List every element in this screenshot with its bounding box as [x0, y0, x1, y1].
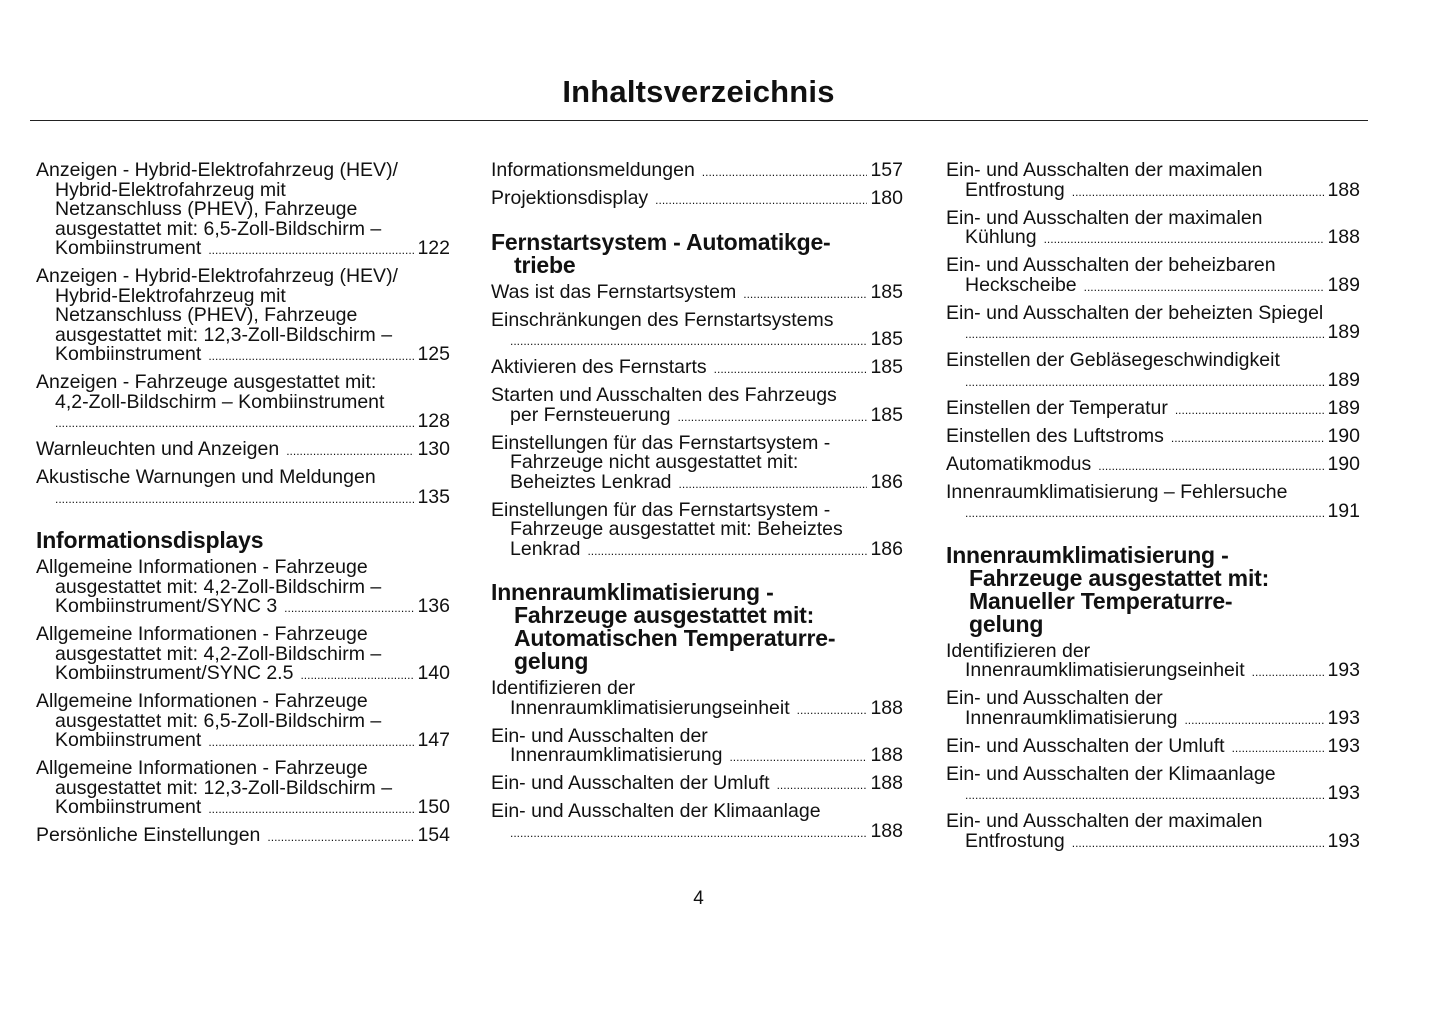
dot-leader: [702, 163, 868, 183]
section-heading-line: Fernstartsystem - Automatikge-: [491, 228, 831, 255]
toc-entry-text: Netzanschluss (PHEV), Fahrzeuge: [55, 304, 358, 326]
toc-entry-text: Ein- und Ausschalten der Umluft: [946, 734, 1225, 757]
title-divider: [30, 120, 1368, 121]
toc-entry-text: Ein- und Ausschalten der beheizten Spiegel: [946, 301, 1324, 324]
dot-leader: [510, 332, 867, 352]
toc-entry-text: Heckscheibe: [965, 273, 1077, 296]
toc-entry-leader-line: [946, 323, 1360, 345]
toc-entry-text: 4,2-Zoll-Bildschirm – Kombiinstrument: [55, 390, 385, 413]
toc-entry-leader-line: [491, 774, 903, 796]
toc-entry[interactable]: [946, 256, 1360, 297]
section-heading: [36, 529, 450, 552]
toc-page-number[interactable]: 130: [417, 438, 450, 460]
section-heading: [491, 228, 903, 278]
toc-page-number[interactable]: 193: [1327, 706, 1360, 729]
dot-leader: [208, 733, 414, 753]
dot-leader: [267, 828, 414, 848]
toc-page-number[interactable]: 125: [417, 343, 450, 365]
toc-entry[interactable]: [491, 724, 903, 768]
toc-entry-text: Einstellungen für das Fernstartsystem -: [491, 498, 831, 521]
toc-page-number[interactable]: 189: [1327, 396, 1360, 419]
section-heading-line: gelung: [514, 648, 589, 674]
toc-entry-text: Kombiinstrument: [55, 729, 202, 751]
toc-entry-text: ausgestattet mit: 4,2-Zoll-Bildschirm –: [55, 575, 382, 598]
toc-entry-leader-line: [36, 597, 450, 619]
toc-entry-leader-line: [36, 440, 450, 462]
toc-entry-text: Aktivieren des Fernstarts: [491, 356, 707, 378]
toc-entry-text: Fahrzeuge ausgestattet mit: Beheiztes: [510, 518, 843, 540]
toc-entry-text: Ein- und Ausschalten der maximalen: [946, 206, 1263, 229]
toc-page-number[interactable]: 188: [870, 744, 903, 766]
dot-leader: [1171, 429, 1325, 449]
toc-entry-text: Kühlung: [965, 226, 1037, 248]
toc-entry-text: Identifizieren der: [491, 677, 636, 699]
toc-entry-leader-line: [491, 330, 903, 352]
toc-entry-text: Automatikmodus: [946, 452, 1092, 475]
dot-leader: [208, 800, 414, 820]
toc-page-number[interactable]: 122: [417, 237, 450, 259]
section-heading-line: Innenraumklimatisierung -: [491, 579, 774, 605]
toc-entry-text: Einschränkungen des Fernstartsystems: [491, 308, 834, 331]
toc-entry-text: Persönliche Einstellungen: [36, 824, 261, 846]
dot-leader: [55, 414, 414, 434]
dot-leader: [965, 786, 1324, 806]
toc-entry-leader-line: [946, 396, 1360, 421]
toc-entry-leader-line: [36, 485, 450, 510]
toc-page-number[interactable]: 188: [870, 772, 903, 794]
toc-entry-text: Fahrzeuge nicht ausgestattet mit:: [510, 451, 799, 473]
toc-page-number[interactable]: 190: [1327, 452, 1360, 475]
toc-page-number[interactable]: 188: [1327, 178, 1360, 201]
toc-entry[interactable]: [491, 774, 903, 796]
toc-entry-text: Anzeigen - Hybrid-Elektrofahrzeug (HEV)/: [36, 159, 398, 181]
dot-leader: [286, 442, 414, 462]
dot-leader: [1084, 278, 1325, 298]
toc-page-number[interactable]: 135: [417, 485, 450, 508]
toc-entry[interactable]: [946, 689, 1360, 730]
dot-leader: [1252, 663, 1325, 683]
toc-entry-text: Einstellen des Luftstroms: [946, 424, 1164, 447]
dot-leader: [510, 824, 867, 844]
toc-entry-text: Entfrostung: [965, 178, 1065, 201]
toc-entry-leader-line: [36, 731, 450, 753]
dot-leader: [208, 347, 414, 367]
toc-entry-text: Allgemeine Informationen - Fahrzeuge: [36, 757, 368, 779]
toc-page-number[interactable]: 185: [870, 280, 903, 303]
toc-entry[interactable]: [491, 802, 903, 843]
toc-entry-text: Projektionsdisplay: [491, 187, 649, 209]
toc-entry[interactable]: [946, 639, 1360, 683]
toc-entry-leader-line: [491, 189, 903, 211]
toc-entry-text: Warnleuchten und Anzeigen: [36, 438, 280, 460]
toc-page-number[interactable]: 157: [870, 159, 903, 181]
toc-entry-leader-line: [946, 178, 1360, 203]
toc-entry-text: Ein- und Ausschalten der Umluft: [491, 772, 770, 794]
toc-entry-text: Allgemeine Informationen - Fahrzeuge: [36, 623, 368, 645]
toc-entry-leader-line: [36, 239, 450, 261]
toc-entry-text: Ein- und Ausschalten der maximalen: [946, 159, 1263, 181]
section-heading-line: Innenraumklimatisierung -: [946, 541, 1229, 568]
toc-entry[interactable]: [491, 280, 903, 305]
toc-entry-leader-line: [946, 424, 1360, 449]
toc-entry[interactable]: [36, 440, 450, 462]
toc-entry-text: Anzeigen - Fahrzeuge ausgestattet mit:: [36, 371, 377, 393]
section-heading-line: Informationsdisplays: [36, 527, 264, 553]
toc-entry-text: ausgestattet mit: 12,3-Zoll-Bildschirm –: [55, 323, 393, 346]
toc-entry-leader-line: [946, 829, 1360, 854]
toc-entry-text: Was ist das Fernstartsystem: [491, 280, 737, 303]
dot-leader: [965, 325, 1324, 345]
toc-entry-leader-line: [491, 819, 903, 844]
dot-leader: [729, 748, 867, 768]
toc-entry-leader-line: [946, 502, 1360, 524]
dot-leader: [55, 490, 414, 510]
toc-entry[interactable]: [946, 206, 1360, 250]
page-number: 4: [693, 888, 704, 909]
toc-entry[interactable]: [36, 468, 450, 509]
toc-entry-text: Einstellen der Gebläsegeschwindigkeit: [946, 349, 1280, 371]
toc-page-number[interactable]: 185: [870, 328, 903, 350]
toc-entry-leader-line: [946, 734, 1360, 759]
toc-entry[interactable]: [946, 480, 1360, 524]
toc-page-number[interactable]: 128: [417, 410, 450, 432]
toc-page-number[interactable]: 140: [417, 662, 450, 684]
toc-page-number[interactable]: 185: [870, 356, 903, 378]
toc-entry-text: ausgestattet mit: 6,5-Zoll-Bildschirm –: [55, 217, 382, 240]
toc-entry-text: Ein- und Ausschalten der: [491, 724, 708, 747]
toc-page-number[interactable]: 188: [870, 819, 903, 842]
toc-entry-leader-line: [946, 452, 1360, 477]
dot-leader: [714, 360, 868, 380]
toc-entry[interactable]: [36, 373, 450, 434]
toc-entry-text: Innenraumklimatisierungseinheit: [510, 696, 790, 719]
toc-entry[interactable]: [36, 692, 450, 753]
toc-entry[interactable]: [946, 762, 1360, 806]
toc-entry-leader-line: [946, 784, 1360, 806]
toc-page-number[interactable]: 180: [870, 187, 903, 209]
toc-entry-leader-line: [491, 358, 903, 380]
toc-page-number[interactable]: 191: [1327, 500, 1360, 522]
toc-page-number[interactable]: 136: [417, 595, 450, 617]
toc-entry[interactable]: [36, 267, 450, 367]
section-heading-line: Fahrzeuge ausgestattet mit:: [969, 564, 1270, 591]
dot-leader: [284, 599, 414, 619]
toc-entry[interactable]: [36, 826, 450, 848]
toc-entry[interactable]: [946, 424, 1360, 449]
section-heading: [946, 541, 1360, 637]
toc-page-number[interactable]: 186: [870, 470, 903, 493]
dot-leader: [1232, 739, 1325, 759]
toc-page-number[interactable]: 193: [1327, 659, 1360, 681]
toc-page-number[interactable]: 193: [1327, 782, 1360, 804]
toc-page-number[interactable]: 185: [870, 403, 903, 426]
toc-entry-leader-line: [491, 280, 903, 305]
toc-entry-leader-line: [36, 798, 450, 820]
toc-entry-leader-line: [491, 161, 903, 183]
toc-entry-leader-line: [36, 826, 450, 848]
dot-leader: [1072, 834, 1325, 854]
toc-entry-text: Starten und Ausschalten des Fahrzeugs: [491, 384, 837, 406]
toc-entry[interactable]: [946, 452, 1360, 477]
section-heading-line: Manueller Temperaturre-: [969, 587, 1233, 614]
toc-entry[interactable]: [36, 161, 450, 261]
dot-leader: [677, 408, 867, 428]
toc-entry-leader-line: [36, 664, 450, 686]
toc-entry-text: Hybrid-Elektrofahrzeug mit: [55, 178, 286, 201]
toc-entry-leader-line: [946, 273, 1360, 298]
dot-leader: [208, 241, 414, 261]
toc-entry-text: Innenraumklimatisierung – Fehlersuche: [946, 480, 1288, 503]
toc-entry-leader-line: [36, 412, 450, 434]
toc-entry[interactable]: [491, 358, 903, 380]
toc-entry-leader-line: [946, 661, 1360, 683]
section-heading: [491, 581, 903, 673]
toc-entry[interactable]: [491, 386, 903, 427]
dot-leader: [1098, 457, 1324, 477]
toc-entry-text: Kombiinstrument/SYNC 3: [55, 595, 278, 617]
section-heading-line: Automatischen Temperaturre-: [514, 625, 836, 651]
toc-entry-text: Anzeigen - Hybrid-Elektrofahrzeug (HEV)/: [36, 265, 398, 287]
toc-entry[interactable]: [946, 301, 1360, 345]
toc-entry-text: Ein- und Ausschalten der Klimaanlage: [946, 762, 1276, 785]
toc-entry-text: Innenraumklimatisierungseinheit: [965, 659, 1245, 681]
toc-entry-text: ausgestattet mit: 4,2-Zoll-Bildschirm –: [55, 642, 382, 665]
toc-entry[interactable]: [946, 396, 1360, 421]
toc-page-number[interactable]: 193: [1327, 829, 1360, 852]
dot-leader: [1184, 711, 1324, 731]
toc-entry[interactable]: [491, 161, 903, 183]
toc-page-number[interactable]: 188: [870, 696, 903, 719]
dot-leader: [1175, 401, 1325, 421]
toc-column-3: [946, 161, 1360, 860]
toc-entry-leader-line: [946, 228, 1360, 250]
toc-entry-text: Beheiztes Lenkrad: [510, 470, 672, 493]
toc-entry[interactable]: [491, 189, 903, 211]
dot-leader: [777, 776, 868, 796]
toc-entry-text: Informationsmeldungen: [491, 159, 695, 181]
toc-page-number[interactable]: 154: [417, 824, 450, 846]
dot-leader: [587, 542, 867, 562]
toc-entry-text: Lenkrad: [510, 537, 581, 560]
toc-entry[interactable]: [491, 679, 903, 720]
toc-entry-text: Kombiinstrument: [55, 343, 202, 365]
toc-page-number[interactable]: 189: [1327, 368, 1360, 391]
toc-entry[interactable]: [946, 161, 1360, 202]
toc-entry-leader-line: [36, 345, 450, 367]
toc-entry-text: Kombiinstrument: [55, 796, 202, 818]
dot-leader: [1044, 230, 1325, 250]
toc-entry-text: Kombiinstrument/SYNC 2.5: [55, 662, 294, 684]
toc-column-2: [491, 161, 903, 850]
toc-entry-text: Ein- und Ausschalten der: [946, 687, 1163, 709]
toc-entry[interactable]: [491, 308, 903, 352]
toc-entry-text: Innenraumklimatisierung: [965, 706, 1178, 729]
toc-entry[interactable]: [36, 625, 450, 686]
dot-leader: [965, 504, 1324, 524]
toc-entry[interactable]: [491, 498, 903, 562]
toc-entry-text: ausgestattet mit: 12,3-Zoll-Bildschirm –: [55, 776, 393, 799]
toc-entry-text: Allgemeine Informationen - Fahrzeuge: [36, 690, 368, 712]
toc-page-number[interactable]: 189: [1327, 321, 1360, 343]
dot-leader: [655, 191, 867, 211]
toc-page-number[interactable]: 190: [1327, 424, 1360, 447]
toc-entry-text: Innenraumklimatisierung: [510, 744, 723, 766]
page-title: Inhaltsverzeichnis: [562, 74, 835, 109]
dot-leader: [965, 373, 1324, 393]
toc-entry-leader-line: [491, 537, 903, 562]
toc-entry-leader-line: [491, 470, 903, 495]
toc-entry-leader-line: [491, 746, 903, 768]
dot-leader: [679, 475, 868, 495]
toc-entry-text: Einstellen der Temperatur: [946, 396, 1168, 419]
section-heading-line: Fahrzeuge ausgestattet mit:: [514, 602, 815, 628]
toc-entry-text: Allgemeine Informationen - Fahrzeuge: [36, 556, 368, 578]
section-heading-line: triebe: [514, 251, 576, 278]
toc-page-number[interactable]: 186: [870, 537, 903, 560]
toc-entry-text: Identifizieren der: [946, 639, 1091, 662]
toc-entry[interactable]: [36, 558, 450, 619]
toc-entry-text: Netzanschluss (PHEV), Fahrzeuge: [55, 198, 358, 220]
dot-leader: [300, 666, 414, 686]
toc-page-number[interactable]: 150: [417, 796, 450, 818]
toc-entry[interactable]: [36, 759, 450, 820]
toc-entry-text: Einstellungen für das Fernstartsystem -: [491, 431, 831, 454]
toc-entry-text: Ein- und Ausschalten der Klimaanlage: [491, 800, 821, 822]
toc-entry-text: per Fernsteuerung: [510, 403, 671, 426]
toc-entry[interactable]: [946, 812, 1360, 853]
toc-page-number[interactable]: 193: [1327, 734, 1360, 757]
dot-leader: [1072, 183, 1325, 203]
toc-entry-text: ausgestattet mit: 6,5-Zoll-Bildschirm –: [55, 709, 382, 732]
toc-entry[interactable]: [491, 431, 903, 495]
toc-column-1: [36, 161, 450, 854]
dot-leader: [743, 285, 867, 305]
toc-page-number[interactable]: 188: [1327, 226, 1360, 248]
toc-entry-leader-line: [946, 706, 1360, 731]
toc-entry-leader-line: [946, 368, 1360, 393]
toc-page-number[interactable]: 189: [1327, 273, 1360, 296]
toc-entry-text: Ein- und Ausschalten der beheizbaren: [946, 254, 1276, 276]
toc-entry-text: Hybrid-Elektrofahrzeug mit: [55, 284, 286, 307]
toc-page-number[interactable]: 147: [417, 729, 450, 751]
toc-entry-text: Akustische Warnungen und Meldungen: [36, 466, 376, 488]
toc-entry-text: Ein- und Ausschalten der maximalen: [946, 810, 1263, 832]
toc-entry-leader-line: [491, 696, 903, 721]
section-heading-line: gelung: [969, 610, 1044, 637]
toc-entry[interactable]: [946, 734, 1360, 759]
toc-entry-leader-line: [491, 403, 903, 428]
toc-entry-text: Kombiinstrument: [55, 237, 202, 259]
dot-leader: [797, 701, 868, 721]
toc-entry[interactable]: [946, 351, 1360, 392]
toc-entry-text: Entfrostung: [965, 829, 1065, 852]
